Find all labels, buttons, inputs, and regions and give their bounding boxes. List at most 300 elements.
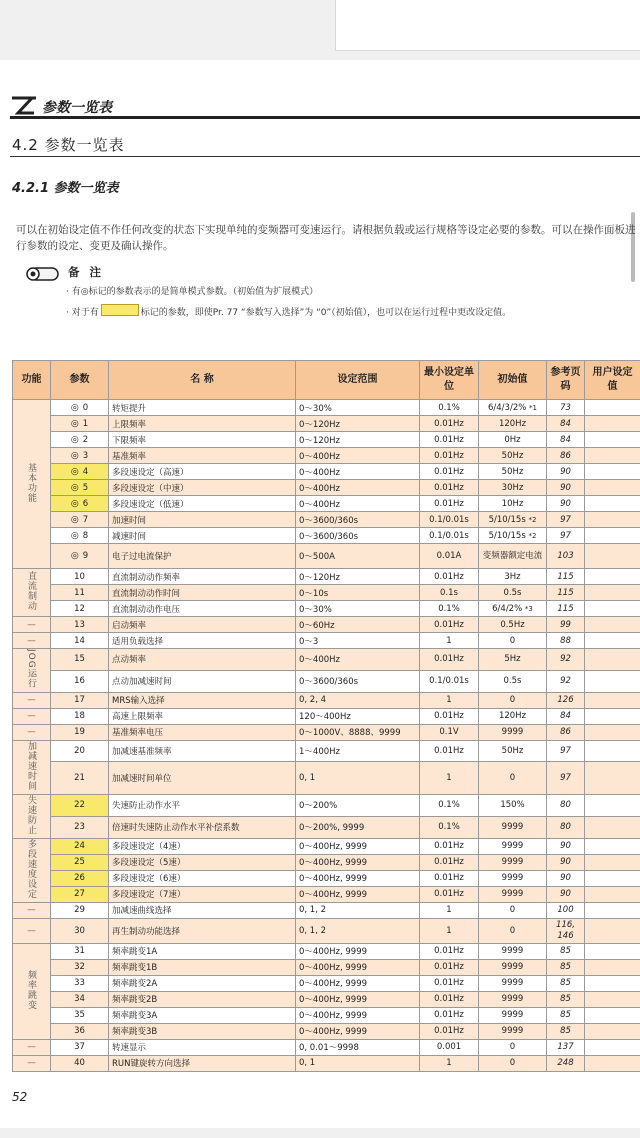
param-cell [51,886,109,902]
initial-value-text: 9999 [501,841,524,852]
param-number: 30 [74,925,85,936]
table-row [13,432,640,448]
ref-page: 84 [547,416,585,432]
initial-value [479,724,547,740]
param-cell [51,528,109,544]
ref-page: 86 [547,724,585,740]
param-name: 多段速设定（6速） [109,870,296,886]
ref-page: 85 [547,1023,585,1039]
function-group-cell [13,918,51,943]
footnote-marker: *3 [524,604,533,613]
ref-page: 92 [547,670,585,692]
ref-page: 97 [547,761,585,794]
initial-value-text: 5/10/15s [488,530,526,541]
min-unit: 0.01Hz [420,991,479,1007]
user-value [585,544,640,569]
table-row [13,794,640,816]
ref-page: 90 [547,464,585,480]
ref-page: 88 [547,633,585,649]
section-heading: 4.2 参数一览表 [12,136,125,154]
param-number: 1 [82,418,89,429]
param-name: 倍速时失速防止动作水平补偿系数 [109,816,296,838]
table-row [13,692,640,708]
initial-value-text: 10Hz [501,498,524,509]
table-row [13,585,640,601]
param-name: 频率跳变1A [109,943,296,959]
user-value [585,886,640,902]
ref-page: 80 [547,816,585,838]
setting-range: 0, 1 [296,761,420,794]
initial-value [479,854,547,870]
param-number: 34 [74,994,85,1005]
param-name: 直流制动动作频率 [109,569,296,585]
param-cell [51,740,109,761]
setting-range: 0～3600/360s [296,528,420,544]
setting-range: 0～500A [296,544,420,569]
ref-page: 90 [547,496,585,512]
function-group-cell [13,724,51,740]
setting-range: 0～400Hz, 9999 [296,959,420,975]
setting-range: 0～400Hz, 9999 [296,870,420,886]
param-name: 多段速设定（高速） [109,464,296,480]
ref-page: 99 [547,617,585,633]
param-cell [51,1007,109,1023]
initial-value-text: 9999 [501,857,524,868]
min-unit: 1 [420,902,479,918]
param-number: 24 [74,841,85,852]
min-unit: 0.1% [420,816,479,838]
parameter-table [12,360,640,1072]
min-unit: 0.1% [420,400,479,416]
simple-mode-mark: ◎ [70,402,79,413]
ref-page: 115 [547,585,585,601]
min-unit: 0.01Hz [420,416,479,432]
section-rule [10,156,640,157]
param-number: 14 [74,635,85,646]
initial-value [479,794,547,816]
initial-value-text: 120Hz [498,418,527,429]
table-row [13,512,640,528]
function-group-cell [13,569,51,617]
param-number: 11 [74,587,85,598]
col-header-name: 名 称 [109,361,296,400]
min-unit: 1 [420,918,479,943]
param-number: 18 [74,711,85,722]
param-cell [51,959,109,975]
user-value [585,740,640,761]
initial-value [479,991,547,1007]
user-value [585,448,640,464]
param-number: 40 [74,1058,85,1069]
setting-range: 0～400Hz, 9999 [296,854,420,870]
setting-range: 0～400Hz [296,464,420,480]
param-cell [51,975,109,991]
ref-page: 86 [547,448,585,464]
param-cell [51,585,109,601]
param-number: 0 [82,402,89,413]
function-group-cell [13,633,51,649]
header-rule [10,116,640,119]
initial-value-text: 0 [509,635,516,646]
min-unit: 0.01Hz [420,432,479,448]
param-name: 下限频率 [109,432,296,448]
footnote-marker: *2 [528,531,537,540]
param-number: 27 [74,889,85,900]
function-group-cell [13,692,51,708]
note-title: 备 注 [68,265,105,279]
initial-value [479,886,547,902]
min-unit: 0.01Hz [420,569,479,585]
initial-value-text: 0Hz [504,434,521,445]
param-number: 5 [82,482,89,493]
ref-page: 84 [547,432,585,448]
param-name: 上限频率 [109,416,296,432]
sub-section-heading: 4.2.1 参数一览表 [12,181,119,196]
initial-value-text: 3Hz [504,571,521,582]
param-name: 多段速设定（7速） [109,886,296,902]
function-group-cell [13,649,51,693]
user-value [585,416,640,432]
function-group-label: 基本功能 [26,462,36,503]
page-number: 52 [12,1090,28,1104]
min-unit: 1 [420,692,479,708]
col-header-function: 功能 [13,361,51,400]
min-unit: 0.1% [420,601,479,617]
function-group-label: — [27,1042,36,1053]
simple-mode-mark: ◎ [70,418,79,429]
user-value [585,464,640,480]
min-unit: 0.01Hz [420,617,479,633]
initial-value [479,692,547,708]
simple-mode-mark: ◎ [70,466,79,477]
table-row [13,649,640,671]
param-cell [51,416,109,432]
table-row [13,740,640,761]
param-cell [51,633,109,649]
param-cell [51,670,109,692]
initial-value-text: 6/4/2% [492,603,523,614]
table-row [13,480,640,496]
param-name: 启动频率 [109,617,296,633]
initial-value-text: 50Hz [501,466,524,477]
min-unit: 0.01Hz [420,1007,479,1023]
ref-page: 115 [547,601,585,617]
param-cell [51,601,109,617]
simple-mode-mark: ◎ [70,434,79,445]
table-row [13,416,640,432]
ref-page: 97 [547,740,585,761]
function-group-cell [13,943,51,1039]
user-value [585,400,640,416]
param-number: 25 [74,857,85,868]
table-row [13,918,640,943]
setting-range: 0～1000V、8888、9999 [296,724,420,740]
setting-range: 0～400Hz, 9999 [296,975,420,991]
min-unit: 0.1s [420,585,479,601]
table-row [13,959,640,975]
setting-range: 0～10s [296,585,420,601]
ref-page: 85 [547,943,585,959]
initial-value-text: 5/10/15s [488,514,526,525]
ref-page: 90 [547,886,585,902]
ref-page: 103 [547,544,585,569]
table-row [13,448,640,464]
user-value [585,991,640,1007]
user-value [585,585,640,601]
note-line-2-suffix: 标记的参数，即使Pr. 77 “参数写入选择”为 “0”（初始值），也可以在运行过程中更改设定值。 [140,308,512,318]
param-cell [51,432,109,448]
initial-value [479,1007,547,1023]
user-value [585,480,640,496]
initial-value [479,649,547,671]
function-group-label: — [27,925,36,936]
table-row [13,724,640,740]
initial-value [479,496,547,512]
table-row [13,943,640,959]
min-unit: 0.1% [420,794,479,816]
initial-value-text: 0 [509,695,516,706]
function-group-label: 直流制动 [26,571,36,611]
setting-range: 0～30% [296,601,420,617]
ref-page: 85 [547,959,585,975]
initial-value-text: 9999 [501,873,524,884]
function-group-label: — [27,727,36,738]
param-cell [51,870,109,886]
setting-range: 0～200% [296,794,420,816]
page-header [10,96,640,118]
min-unit: 0.1/0.01s [420,670,479,692]
function-group-label: — [27,695,36,706]
user-value [585,870,640,886]
initial-value [479,569,547,585]
table-row [13,569,640,585]
min-unit: 0.01Hz [420,464,479,480]
table-header-row [13,361,640,400]
param-cell [51,1055,109,1071]
param-name: 频率跳变1B [109,959,296,975]
min-unit: 0.1/0.01s [420,512,479,528]
min-unit: 0.01Hz [420,448,479,464]
param-cell [51,480,109,496]
param-name: MRS输入选择 [109,692,296,708]
param-cell [51,902,109,918]
function-group-cell [13,400,51,569]
setting-range: 0～400Hz, 9999 [296,1023,420,1039]
table-row [13,400,640,416]
simple-mode-mark: ◎ [70,498,79,509]
param-cell [51,708,109,724]
initial-value-text: 0.5s [503,587,522,598]
setting-range: 0～120Hz [296,432,420,448]
param-name: 减速时间 [109,528,296,544]
simple-mode-mark: ◎ [70,551,79,561]
function-group-label: 多段速度设定 [26,838,36,899]
simple-mode-mark: ◎ [70,482,79,493]
param-number: 21 [74,772,85,783]
setting-range: 0～400Hz [296,649,420,671]
brand-logo-icon [10,96,38,116]
initial-value-text: 30Hz [501,482,524,493]
param-cell [51,724,109,740]
user-value [585,918,640,943]
initial-value [479,670,547,692]
initial-value [479,1023,547,1039]
setting-range: 0, 1 [296,1055,420,1071]
min-unit: 0.1V [420,724,479,740]
table-row [13,1055,640,1071]
function-group-cell [13,617,51,633]
table-row [13,854,640,870]
intro-paragraph: 可以在初始设定值不作任何改变的状态下实现单纯的变频器可变速运行。请根据负载或运行规格等设定必要的参数。可以在操作面板进行参数的设定、变更及确认操作。 [16,224,636,252]
initial-value [479,902,547,918]
ref-page: 137 [547,1039,585,1055]
param-number: 36 [74,1026,85,1037]
initial-value-text: 6/4/3/2% [488,402,527,413]
param-number: 23 [74,822,85,833]
initial-value-text: 5Hz [504,654,521,665]
setting-range: 0～120Hz [296,416,420,432]
table-row [13,886,640,902]
min-unit: 0.01Hz [420,480,479,496]
setting-range: 0～60Hz [296,617,420,633]
param-number: 19 [74,727,85,738]
param-name: 点动加减速时间 [109,670,296,692]
ref-page: 248 [547,1055,585,1071]
initial-value-text: 0 [509,925,516,936]
param-number: 37 [74,1042,85,1053]
initial-value [479,617,547,633]
initial-value-text: 0.5s [503,676,522,687]
param-number: 17 [74,695,85,706]
ref-page: 97 [547,512,585,528]
col-header-range: 设定范围 [296,361,420,400]
param-cell [51,544,109,569]
user-value [585,617,640,633]
table-row [13,761,640,794]
initial-value [479,943,547,959]
param-name: 基准频率 [109,448,296,464]
param-number: 35 [74,1010,85,1021]
initial-value [479,1039,547,1055]
min-unit: 0.01Hz [420,854,479,870]
user-value [585,959,640,975]
initial-value [479,740,547,761]
param-name: 高速上限频率 [109,708,296,724]
col-header-initial: 初始值 [479,361,547,400]
table-row [13,544,640,569]
param-cell [51,617,109,633]
param-name: 多段速设定（4速） [109,838,296,854]
setting-range: 120～400Hz [296,708,420,724]
setting-range: 0～400Hz [296,480,420,496]
initial-value [479,400,547,416]
param-number: 12 [74,603,85,614]
function-group-cell [13,1039,51,1055]
function-group-label: 频率跳变 [26,969,36,1010]
user-value [585,794,640,816]
param-number: 10 [74,571,85,582]
function-group-cell [13,708,51,724]
param-number: 4 [82,466,89,477]
table-row [13,528,640,544]
note-line-2-prefix: · 对于有 [66,308,99,318]
min-unit: 0.01Hz [420,649,479,671]
user-value [585,1055,640,1071]
min-unit: 0.01Hz [420,886,479,902]
function-group-cell [13,794,51,838]
param-number: 20 [74,745,85,756]
param-name: 多段速设定（5速） [109,854,296,870]
footnote-marker: *2 [528,515,537,524]
user-value [585,838,640,854]
function-group-label: 加减速时间 [26,740,36,791]
param-name: 加减速基准频率 [109,740,296,761]
param-cell [51,816,109,838]
table-row [13,975,640,991]
table-row [13,870,640,886]
bottom-band [0,1128,640,1138]
user-value [585,649,640,671]
param-cell [51,991,109,1007]
initial-value [479,633,547,649]
col-header-ref-page: 参考页码 [547,361,585,400]
initial-value-text: 120Hz [498,711,527,722]
col-header-min-unit: 最小设定单位 [420,361,479,400]
user-value [585,692,640,708]
ref-page: 100 [547,902,585,918]
param-number: 32 [74,962,85,973]
setting-range: 0～400Hz, 9999 [296,838,420,854]
initial-value [479,1055,547,1071]
table-row [13,1039,640,1055]
initial-value [479,464,547,480]
param-cell [51,794,109,816]
setting-range: 0, 0.01～9998 [296,1039,420,1055]
top-panel [335,0,640,51]
param-number: 8 [82,530,89,541]
initial-value-text: 9999 [501,946,524,957]
param-number: 9 [82,551,89,561]
setting-range: 0～3 [296,633,420,649]
param-name: RUN键旋转方向选择 [109,1055,296,1071]
setting-range: 0～400Hz [296,496,420,512]
min-unit: 0.01A [420,544,479,569]
param-number: 6 [82,498,89,509]
param-name: 加减速时间单位 [109,761,296,794]
user-value [585,432,640,448]
table-row [13,496,640,512]
initial-value [479,708,547,724]
param-name: 加减速曲线选择 [109,902,296,918]
initial-value-text: 0 [509,1058,516,1069]
ref-page: 116, 146 [547,918,585,943]
param-number: 16 [74,676,85,687]
table-row [13,991,640,1007]
initial-value-text: 150% [500,800,525,811]
initial-value [479,416,547,432]
user-value [585,943,640,959]
function-group-label: — [27,1058,36,1069]
param-number: 29 [74,905,85,916]
table-row [13,464,640,480]
note-pencil-icon [24,266,62,282]
col-header-param: 参数 [51,361,109,400]
min-unit: 1 [420,633,479,649]
initial-value-text: 0.5Hz [500,619,525,630]
param-cell [51,838,109,854]
ref-page: 85 [547,1007,585,1023]
param-name: 频率跳变3A [109,1007,296,1023]
